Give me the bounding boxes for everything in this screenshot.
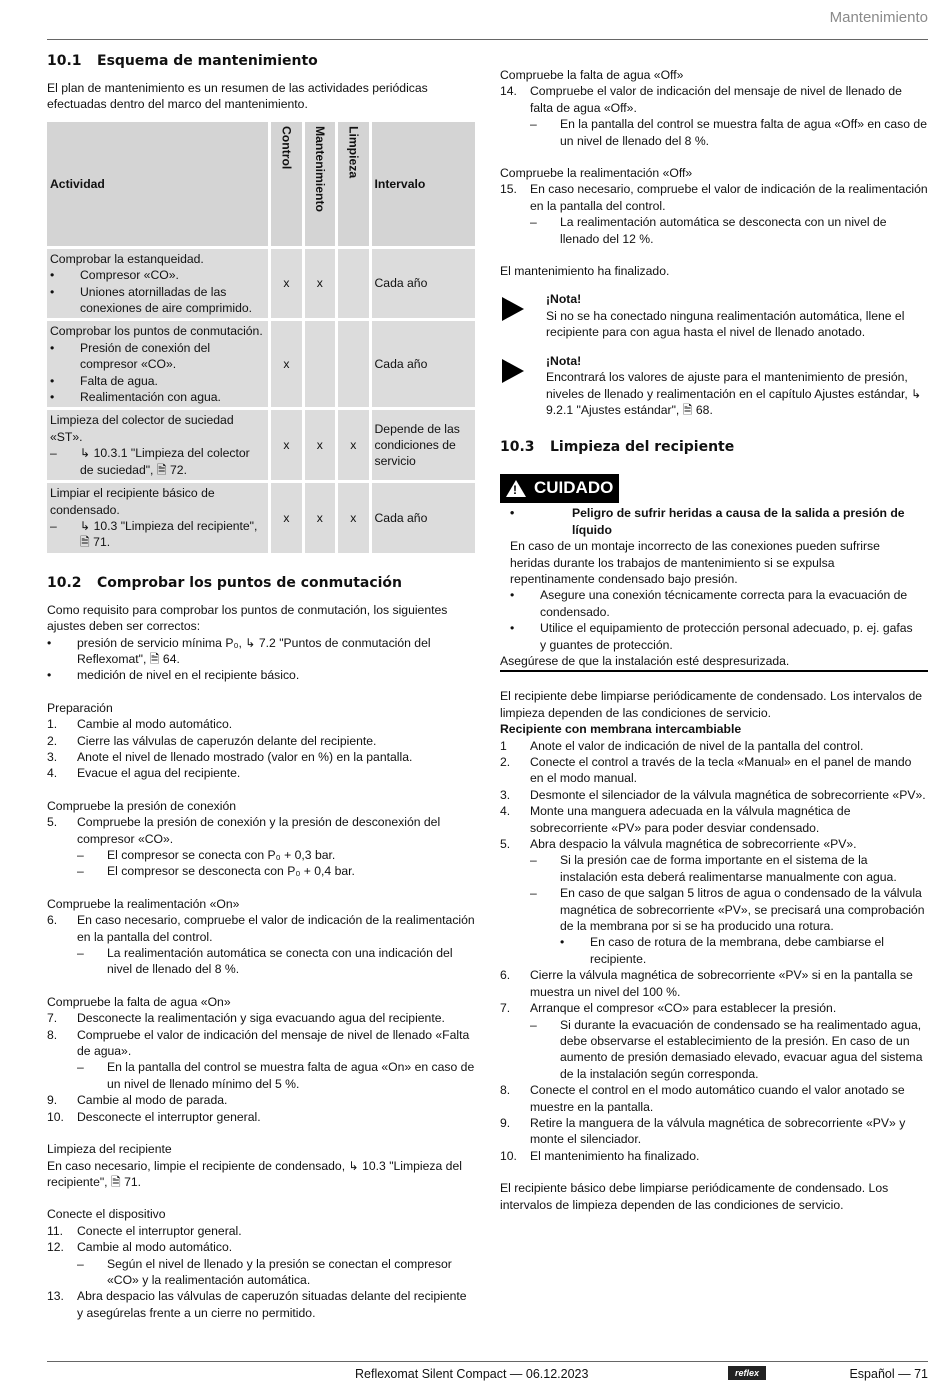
th-maintenance: Mantenimiento	[305, 122, 335, 246]
footer-doc-title: Reflexomat Silent Compact — 06.12.2023	[355, 1367, 589, 1381]
s102-intro: Como requisito para comprobar los puntos de conmutación, los siguientes ajustes deben ser correctos:	[47, 602, 448, 634]
maintenance-finished: El mantenimiento ha finalizado.	[500, 264, 670, 279]
header-rule	[47, 39, 928, 40]
cross-reference-link[interactable]: Encontrará los valores de ajuste para el mantenimiento de presión, niveles de llenado y realimentación en el capítulo Ajustes estándar, ↳ 9.2.1 "Ajustes estándar", 🗎 68.	[546, 370, 922, 417]
reflex-logo: reflex	[728, 1366, 766, 1380]
table-row: Limpiar el recipiente básico de condensado. – ↳ 10.3 "Limpieza del recipiente", 🗎 71. x x x Cada año	[47, 483, 475, 553]
th-interval: Intervalo	[372, 122, 476, 246]
section-10-1-heading: 10.1 Esquema de mantenimiento	[47, 53, 318, 69]
note-2: ¡Nota! Encontrará los valores de ajuste para el mantenimiento de presión, niveles de llenado y realimentación en el capítulo Ajustes estándar, ↳ 9.2.1 "Ajustes estándar", 🗎 68.	[500, 353, 928, 419]
maintenance-table	[44, 119, 478, 556]
th-cleaning: Limpieza	[338, 122, 368, 246]
play-arrow-icon	[502, 359, 524, 383]
section-10-2-heading: 10.2 Comprobar los puntos de conmutación	[47, 574, 403, 591]
footer-rule	[47, 1361, 928, 1362]
th-control: Control	[271, 122, 301, 246]
caution-box: • Peligro de sufrir heridas a causa de la salida a presión de líquido En caso de un montaje incorrecto de las conexiones pueden sufrirse heridas durante los trabajos de mantenimiento si se expulsa repentinamente condensado bajo presión. • Asegure una conexión técnicamente correcta para la evacuación de condensado. • Utilice el equipamiento de protección personal adecuado, p. ej. gafas y guantes de protección. Asegúrese de que la instalación esté despresurizada.	[500, 503, 928, 672]
table-row: Comprobar la estanqueidad. • Compresor «CO». • Uniones atornilladas de las conexiones de aire comprimido. x x Cada año	[47, 249, 475, 319]
header-title: Mantenimiento	[829, 9, 928, 26]
table-row: Limpieza del colector de suciedad «ST». – ↳ 10.3.1 "Limpieza del colector de suciedad", 🗎 72. x x x Depende de las condiciones de servicio	[47, 410, 475, 480]
warning-triangle-icon	[506, 480, 526, 497]
right-column: Compruebe la falta de agua «Off» 14. Compruebe el valor de indicación del mensaje de nivel de llenado de falta de agua «Off». – En la pantalla del control se muestra falta de agua «Off» en caso de un nivel de llenado del 8 %. Compruebe la realimentación «Off» 15. En caso necesario, compruebe el valor de indicación de la realimentación en la pantalla del control. – La realimentación automática se desconecta con un nivel de llenado del 12 %. El mantenimiento ha finalizado. ¡Nota! Si no se ha conectado ninguna realimentación automática, llene el recipiente para con agua hasta el nivel de llenado anotado. ¡Nota! Encontrará los valores de ajuste para el mantenimiento de presión, niveles de llenado y realimentación en el capítulo Ajustes estándar, ↳ 9.2.1 "Ajustes estándar", 🗎 68. 10.3 Limpieza del recipiente ! CUIDADO • Peligro de sufrir heridas a causa de la salida a presión de líquido En caso de un montaje incorrecto de las conexiones pueden sufrirse heridas durante los trabajos de mantenimiento si se expulsa repentinamente condensado bajo presión. • Asegure una conexión técnicamente correcta para la evacuación de condensado. • Utilice el equipamiento de protección personal adecuado, p. ej. gafas y guantes de protección. Asegúrese de que la instalación esté despresurizada. El recipiente debe limpiarse periódicamente de condensado. Los intervalos de limpieza dependen de las condiciones de servicio. Recipiente con membrana intercambiable 1 Anote el valor de indicación de nivel de la pantalla del control. 2. Conecte el control a través de la tecla «Manual» en el panel de mando en el modo manual. 3. Desmonte el silenciador de la válvula magnética de sobrecorriente «PV». 4. Monte una manguera adecuada en la válvula magnética de sobrecorriente «PV» para poder desviar condensado. 5. Abra despacio la válvula magnética de sobrecorriente «PV». – Si la presión cae de forma importante en el sistema de la instalación esta deberá realimentarse manualmente con agua. – En caso de que salgan 5 litros de agua o condensado de la válvula magnética de sobrecorriente «PV», se precisará una comprobación de la membrana por si se ha producido una rotura. • En caso de rotura de la membrana, debe cambiarse el recipiente. 6. Cierre la válvula magnética de sobrecorriente «PV» si en la pantalla se muestra un nivel del 100 %. 7. Arranque el compresor «CO» para establecer la presión. – Si durante la evacuación de condensado se ha realimentado agua, debe observarse el establecimiento de la presión. En caso de un aumento de presión demasiado elevado, evacuar agua del sistema de la instalación según corresponda. 8. Conecte el control en el modo automático cuando el valor anotado se muestre en la pantalla. 9. Retire la manguera de la válvula magnética de sobrecorriente «PV» y monte el silenciador. 10. El mantenimiento ha finalizado. El recipiente básico debe limpiarse periódicamente de condensado. Los intervalos de limpieza dependen de las condiciones de servicio.	[500, 67, 928, 1213]
play-arrow-icon	[502, 297, 524, 321]
footer-page-number: Español — 71	[849, 1367, 928, 1381]
note-1: ¡Nota! Si no se ha conectado ninguna realimentación automática, llene el recipiente para con agua hasta el nivel de llenado anotado.	[500, 291, 928, 340]
cross-reference-link[interactable]: ↳ 10.3 "Limpieza del recipiente", 🗎 71.	[80, 518, 258, 550]
cross-reference-link[interactable]: En caso necesario, limpie el recipiente de condensado, ↳ 10.3 "Limpieza del recipiente", 🗎 71.	[47, 1158, 462, 1189]
s101-intro: El plan de mantenimiento es un resumen de las actividades periódicas efectuadas dentro del marco del mantenimiento.	[47, 81, 428, 112]
table-row: Comprobar los puntos de conmutación. • Presión de conexión del compresor «CO». • Falta de agua. • Realimentación con agua. x Cada año	[47, 321, 475, 407]
section-10-3-heading: 10.3 Limpieza del recipiente	[500, 439, 735, 456]
prep-title: Preparación	[47, 700, 113, 715]
left-column: 10.1 Esquema de mantenimiento El plan de mantenimiento es un resumen de las actividades periódicas efectuadas dentro del marco del mantenimiento. Actividad Control Mantenimiento Limpieza Intervalo Comprobar la estanqueidad. • Compresor «CO». • Uniones atornilladas de las conexiones de aire comprimido. x x Cada año Comprobar los puntos de conmutación. • Presión de conexión del compresor «CO». • Falta de agua. • Realimentación con agua. x Cada año Limpieza del colector de suciedad «ST». – ↳ 10.3.1 "Limpieza del colector de suciedad", 🗎 72. x x x Depende de las condiciones de servicio Limpiar el recipiente básico de condensado. – ↳ 10.3 "Limpieza del recipiente", 🗎 71. x x x Cada año 10.2 Comprobar los puntos de conmutación Como requisito para comprobar los puntos de conmutación, los siguientes ajustes deben ser correctos: • presión de servicio mínima P₀, ↳ 7.2 "Puntos de conmutación del Reflexomat", 🗎 64. • medición de nivel en el recipiente básico. Preparación 1. Cambie al modo automático. 2. Cierre las válvulas de caperuzón delante del recipiente. 3. Anote el nivel de llenado mostrado (valor en %) en la pantalla. 4. Evacue el agua del recipiente. Compruebe la presión de conexión 5. Compruebe la presión de conexión y la presión de desconexión del compresor «CO». – El compresor se conecta con P₀ + 0,3 bar. – El compresor se desconecta con P₀ + 0,4 bar. Compruebe la realimentación «On» 6. En caso necesario, compruebe el valor de indicación de la realimentación en la pantalla del control. – La realimentación automática se conecta con una indicación del nivel de llenado del 8 %. Compruebe la falta de agua «On» 7. Desconecte la realimentación y siga evacuando agua del recipiente. 8. Compruebe el valor de indicación del mensaje de nivel de llenado «Falta de agua». – En la pantalla del control se muestra falta de agua «On» en caso de un nivel de llenado mínimo del 5 %. 9. Cambie al modo de parada. 10. Desconecte el interruptor general. Limpieza del recipiente En caso necesario, limpie el recipiente de condensado, ↳ 10.3 "Limpieza del recipiente", 🗎 71. Conecte el dispositivo 11. Conecte el interruptor general. 12. Cambie al modo automático. – Según el nivel de llenado y la presión se conectan el compresor «CO» y la realimentación automática. 13. Abra despacio las válvulas de caperuzón situadas delante del recipiente y asegúrelas frente a un cierre no permitido.	[47, 52, 475, 1321]
caution-badge: ! CUIDADO	[500, 474, 619, 503]
th-activity: Actividad	[47, 122, 268, 246]
cross-reference-link[interactable]: ↳ 10.3.1 "Limpieza del colector de suciedad", 🗎 72.	[80, 446, 250, 477]
